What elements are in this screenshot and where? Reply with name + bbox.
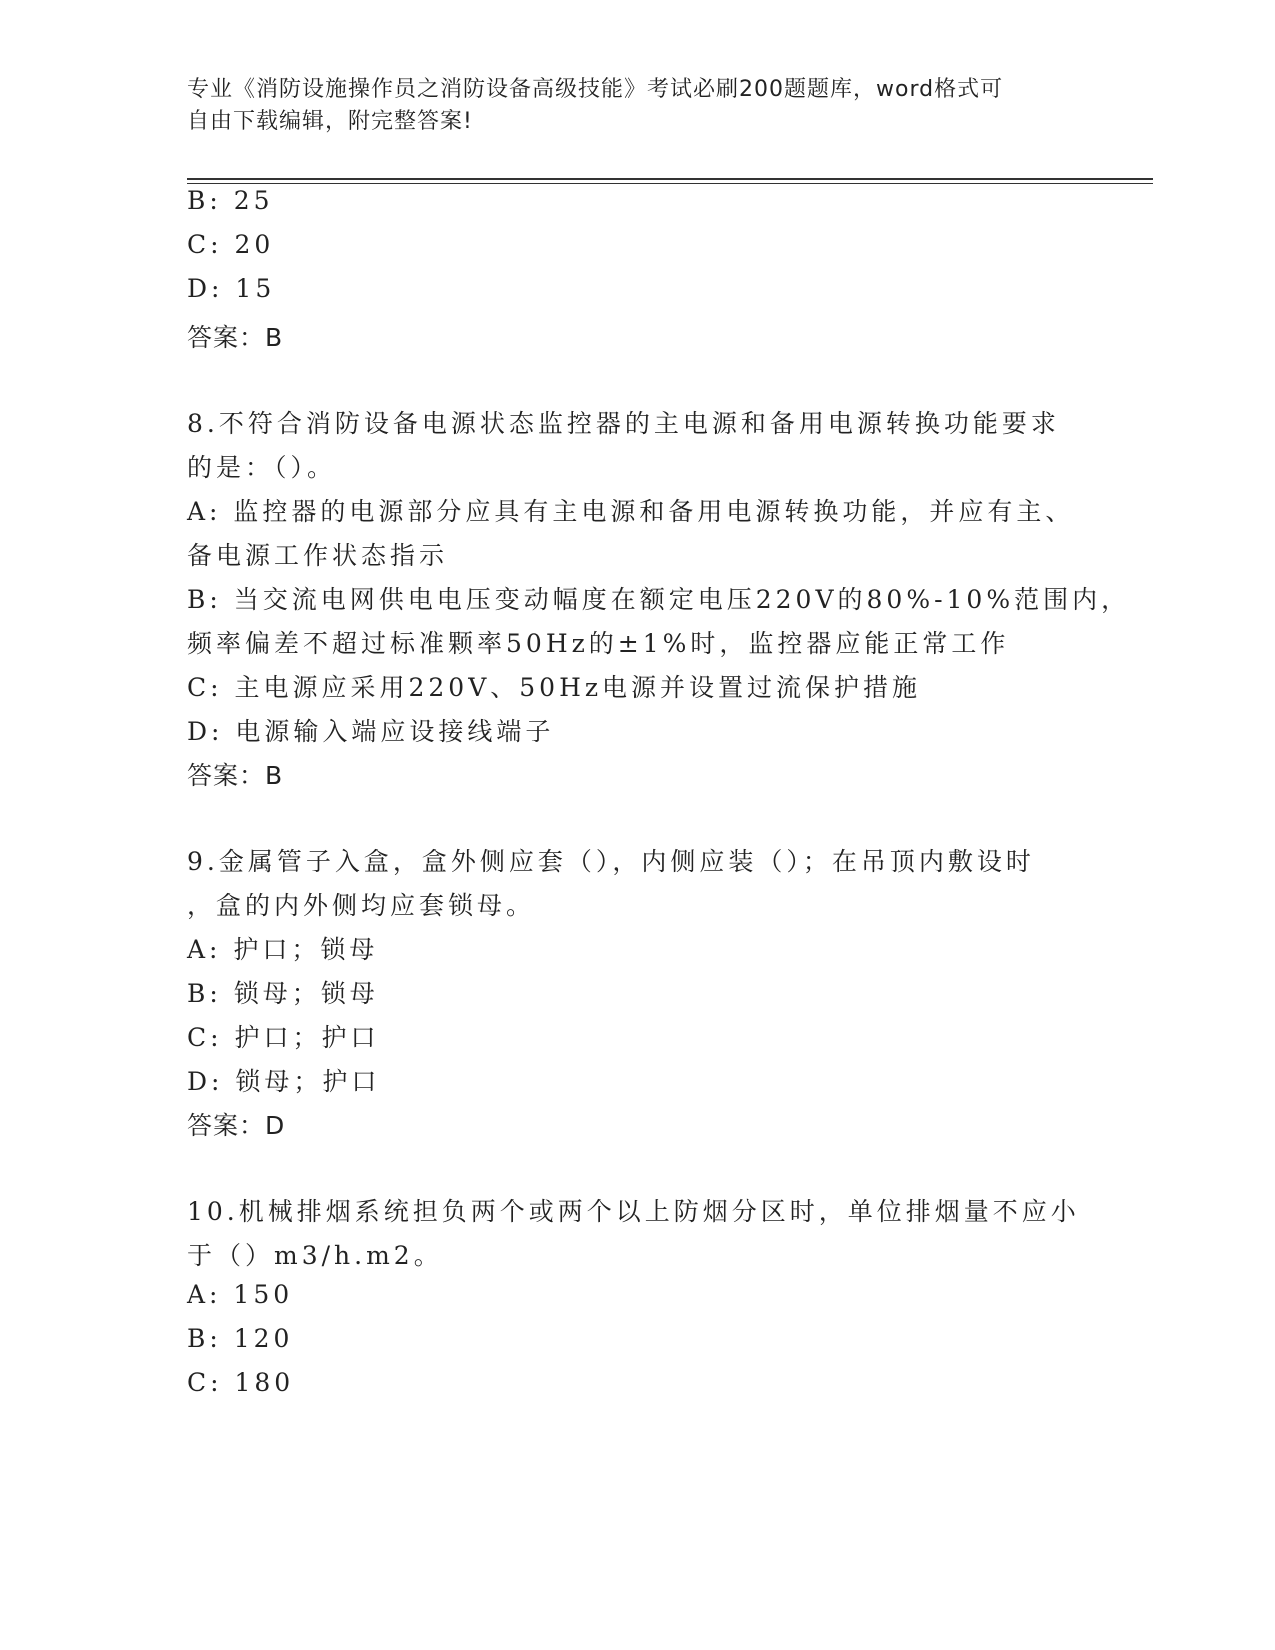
document-title: [187, 74, 1087, 138]
q8-option-b-line-2: 频率偏差不超过标准颗率50Hz的±1%时，监控器应能正常工作: [187, 629, 1010, 658]
header-divider-thick: [187, 178, 1153, 180]
q8-answer: 答案：B: [187, 761, 284, 790]
q8-option-b-line-1: B: 当交流电网供电电压变动幅度在额定电压220V的80%-10%范围内，: [187, 585, 1131, 614]
q7-option-c: C: 20: [187, 230, 275, 259]
q10-option-a: A: 150: [187, 1280, 294, 1309]
q9-answer: 答案：D: [187, 1111, 286, 1140]
q9-stem-line-2: ，盒的内外侧均应套锁母。: [187, 891, 536, 920]
q8-option-d: D: 电源输入端应设接线端子: [187, 717, 555, 746]
q9-option-d: D: 锁母；护口: [187, 1067, 381, 1096]
q10-option-b: B: 120: [187, 1324, 294, 1353]
q10-stem-line-2: 于（）m3/h.m2。: [187, 1241, 443, 1270]
title-line-2: 自由下载编辑，附完整答案!: [187, 109, 473, 134]
title-line-1: 专业《消防设施操作员之消防设备高级技能》考试必刷200题题库，word格式可: [187, 77, 1004, 102]
q7-option-b: B: 25: [187, 186, 274, 215]
q8-stem-line-2: 的是：（）。: [187, 453, 337, 482]
q9-option-c: C: 护口；护口: [187, 1023, 380, 1052]
q10-option-c: C: 180: [187, 1368, 295, 1397]
q9-option-b: B: 锁母；锁母: [187, 979, 379, 1008]
q9-stem-line-1: 9.金属管子入盒，盒外侧应套（），内侧应装（）；在吊顶内敷设时: [187, 847, 1035, 876]
q8-option-a-line-2: 备电源工作状态指示: [187, 541, 449, 570]
header-divider-thin: [187, 183, 1153, 184]
q10-stem-line-1: 10.机械排烟系统担负两个或两个以上防烟分区时，单位排烟量不应小: [187, 1197, 1080, 1226]
q8-option-c: C: 主电源应采用220V、50Hz电源并设置过流保护措施: [187, 673, 922, 702]
q7-option-d: D: 15: [187, 274, 276, 303]
q8-option-a-line-1: A: 监控器的电源部分应具有主电源和备用电源转换功能，并应有主、: [187, 497, 1075, 526]
q8-stem-line-1: 8.不符合消防设备电源状态监控器的主电源和备用电源转换功能要求: [187, 409, 1060, 438]
q9-option-a: A: 护口；锁母: [187, 935, 379, 964]
q7-answer: 答案：B: [187, 323, 284, 352]
